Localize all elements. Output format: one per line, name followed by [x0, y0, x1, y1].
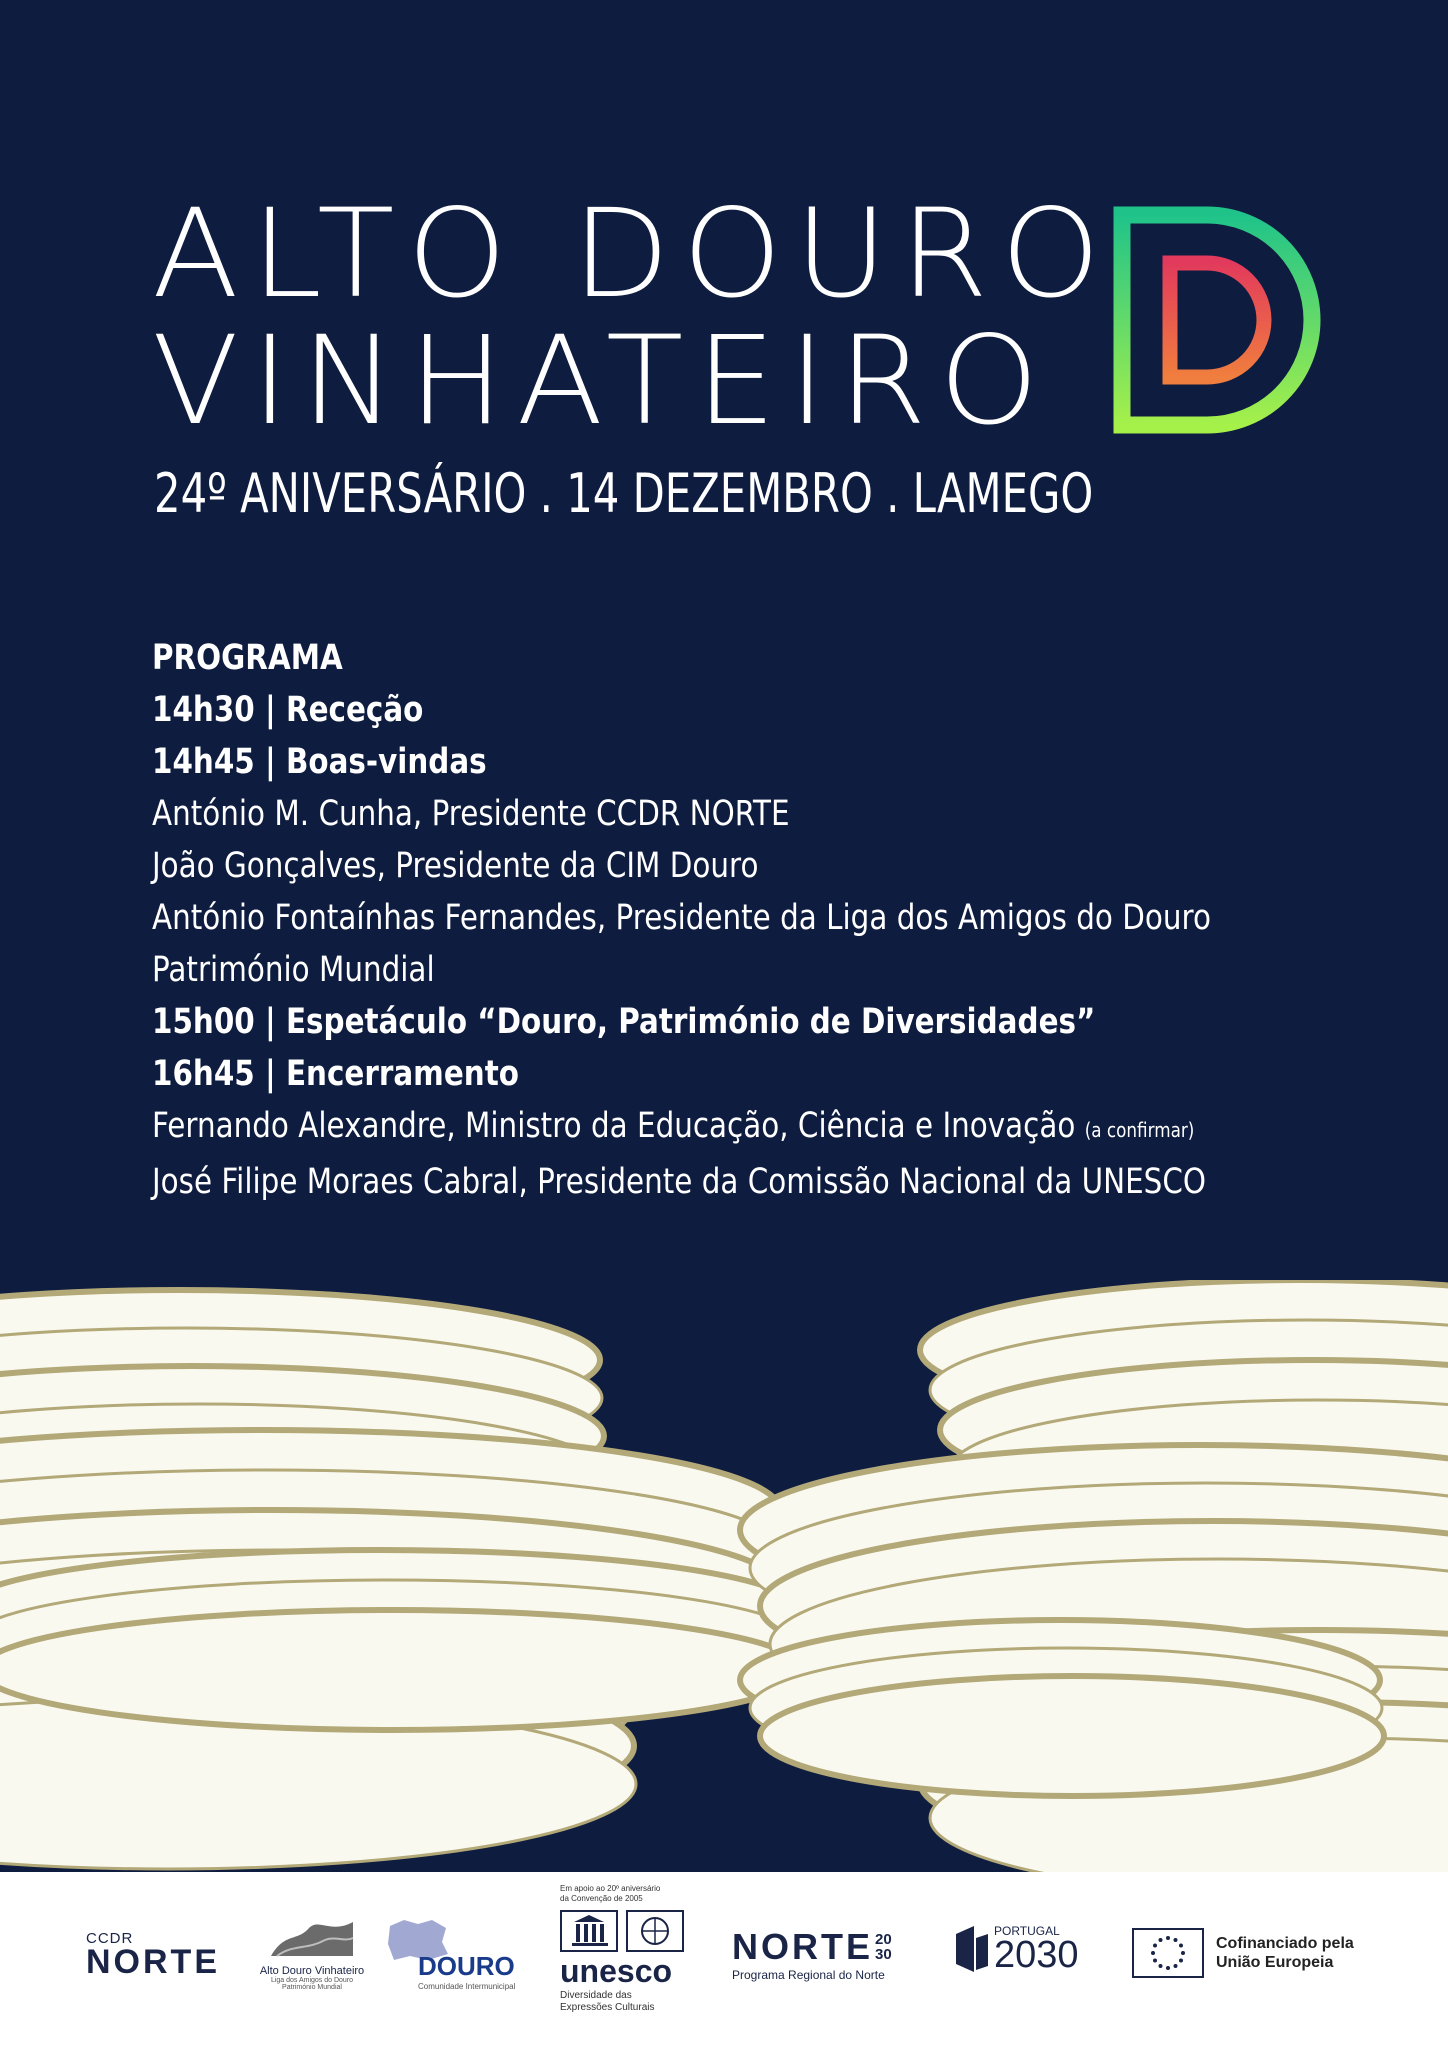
eu-star [1151, 1951, 1155, 1955]
norte-2030-mark [732, 1926, 912, 1968]
unesco-caption-2: Expressões Culturais [560, 2002, 655, 2013]
unesco-emblem-icon [560, 1910, 686, 1952]
program-item: 16h45 | Encerramento [152, 1054, 519, 1094]
eu-text-block [1216, 1934, 1354, 1972]
program-heading: PROGRAMA [152, 638, 343, 678]
eu-line-1: Cofinanciado pela [1216, 1935, 1354, 1952]
douro-subtitle: Comunidade Intermunicipal [418, 1982, 516, 1991]
adv-subtitle: Liga dos Amigos do Douro Património Mundial [270, 1977, 354, 1991]
douro-label: DOURO [418, 1951, 515, 1981]
program-speaker: João Gonçalves, Presidente da CIM Douro [152, 846, 759, 886]
terraced-vineyard-illustration [0, 1280, 1448, 1872]
douro-cim-logo [384, 1916, 519, 1991]
program-item: 14h30 | Receção [152, 690, 424, 730]
program-speaker: António Fontaínhas Fernandes, Presidente da Liga dos Amigos do Douro [152, 898, 1211, 938]
portugal-year: 2030 [994, 1934, 1079, 1976]
eu-star [1159, 1938, 1163, 1942]
eu-star [1153, 1959, 1157, 1963]
ccdr-norte-logo [86, 1930, 236, 1982]
unesco-note-2: da Convenção de 2005 [560, 1894, 643, 1903]
program-speaker: Património Mundial [152, 950, 435, 990]
title-line-1: ALTO DOURO [152, 183, 1113, 325]
unesco-note-1: Em apoio ao 20º aniversário [560, 1884, 661, 1893]
eu-star [1166, 1936, 1170, 1940]
eu-flag-icon [1132, 1928, 1204, 1978]
terrace-band [0, 1610, 804, 1730]
wave-group [0, 1280, 1448, 1872]
norte-2030-subtitle: Programa Regional do Norte [732, 1968, 885, 1982]
program-speaker [152, 1100, 1195, 1156]
norte-2030-logo [732, 1926, 912, 1982]
speaker-text: Fernando Alexandre, Ministro da Educação, Ciência e Inovação [152, 1106, 1076, 1146]
eu-star [1159, 1964, 1163, 1968]
eu-star [1153, 1944, 1157, 1948]
program-list [152, 632, 1272, 1208]
program-item: 14h45 | Boas-vindas [152, 742, 487, 782]
portugal-flag-shape-icon [954, 1924, 990, 1974]
portugal-label: PORTUGAL [994, 1924, 1060, 1938]
eu-star [1174, 1964, 1178, 1968]
year-bottom: 30 [875, 1946, 892, 1963]
adv-name: Alto Douro Vinhateiro [259, 1965, 365, 1977]
d-monogram-icon [1112, 205, 1322, 435]
eu-star [1179, 1944, 1183, 1948]
program-speaker: José Filipe Moraes Cabral, Presidente da Comissão Nacional da UNESCO [152, 1162, 1207, 1202]
eu-star [1174, 1938, 1178, 1942]
title-line-2: VINHATEIRO [152, 310, 1052, 452]
unesco-logo [560, 1884, 710, 2014]
landscape-icon [267, 1912, 357, 1960]
eu-line-2: União Europeia [1216, 1954, 1334, 1971]
terrace-band [760, 1676, 1384, 1796]
portugal-2030-logo [954, 1924, 1094, 1977]
eu-star [1179, 1959, 1183, 1963]
confirmation-note: (a confirmar) [1084, 1118, 1195, 1142]
unesco-caption-1: Diversidade das [560, 1990, 632, 2001]
sponsor-footer [0, 1872, 1448, 2048]
program-speaker: António M. Cunha, Presidente CCDR NORTE [152, 794, 790, 834]
alto-douro-vinhateiro-logo [256, 1912, 368, 1991]
year-top: 20 [875, 1931, 892, 1948]
norte-2030-label: NORTE [732, 1926, 873, 1967]
eu-star [1181, 1951, 1185, 1955]
event-subtitle: 24º ANIVERSÁRIO . 14 DEZEMBRO . LAMEGO [154, 462, 1094, 525]
eu-star [1166, 1966, 1170, 1970]
eu-cofunding-logo [1132, 1928, 1392, 1978]
ccdr-label: CCDR [86, 1930, 134, 1947]
norte-2030-year [875, 1932, 892, 1962]
program-item: 15h00 | Espetáculo “Douro, Património de Diversidades” [152, 1002, 1096, 1042]
unesco-wordmark: unesco [560, 1953, 673, 1989]
norte-label: NORTE [86, 1943, 220, 1981]
